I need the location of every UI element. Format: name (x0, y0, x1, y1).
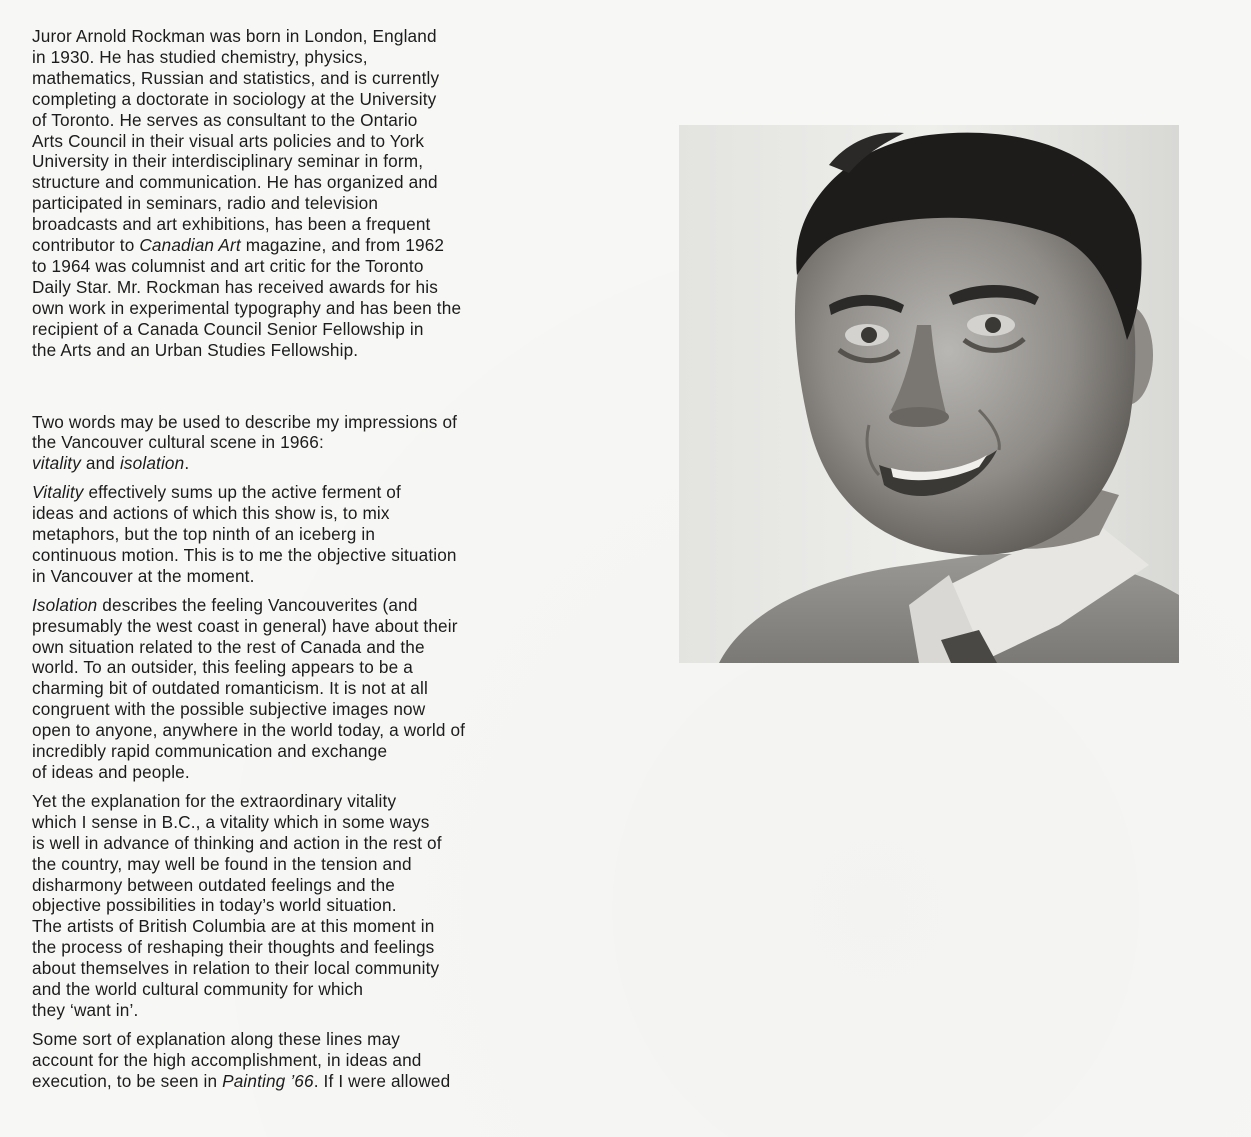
magazine-title: Canadian Art (139, 235, 241, 256)
keyword-isolation: isolation (119, 453, 185, 474)
isolation-paragraph (32, 595, 542, 783)
bio-text: Juror Arnold Rockman was born in London, England in 1930. He has studied chemistry, physics, mathematics, Russian and statistics, and is currently completing a doctorate in sociology at the University of Toronto. He serves as consultant to the Ontario Arts Council in their visual arts policies and to York University in their interdisciplinary seminar in form, structure and communication. He has organized and participated in seminars, radio and television broadcasts and art exhibitions, has been a frequent contributor to (32, 26, 440, 256)
intro-text: Two words may be used to describe my impressions of the Vancouver cultural scene in 1966: (32, 411, 458, 453)
keyword-vitality: vitality (32, 453, 81, 474)
vitality-paragraph (32, 482, 542, 587)
bio-text-2: magazine, and from 1962 to 1964 was columnist and art critic for the Toronto Daily Star. Mr. Rockman has received awards for his own work in experimental typography and has been the recipient of a Canada Council Senior Fellowship in the Arts and an Urban Studies Fellowship. (32, 235, 462, 360)
explanation-text: Yet the explanation for the extraordinary vitality which I sense in B.C., a vitality which in some ways is well in advance of thinking and action in the rest of the country, may well be found in the tension and disharmony between outdated feelings and the objective possibilities in today’s world situation. The artists of British Columbia are at this moment in the process of reshaping their thoughts and feelings about themselves in relation to their local community and the world cultural community for which they ‘want in’. (32, 790, 442, 1020)
explanation-paragraph (32, 791, 542, 1021)
juror-portrait-photo (679, 125, 1179, 663)
vitality-lead: Vitality (32, 482, 84, 503)
text-column (32, 26, 542, 1092)
closing-paragraph (32, 1029, 542, 1092)
isolation-lead: Isolation (32, 594, 98, 615)
closing-end: . If I were allowed (313, 1070, 451, 1091)
intro-and: and (80, 453, 120, 474)
intro-paragraph (32, 412, 542, 475)
closing-text: Some sort of explanation along these lines may account for the high accomplishment, in ideas and execution, to be seen in (32, 1028, 422, 1091)
isolation-text: describes the feeling Vancouverites (and presumably the west coast in general) have about their own situation related to the rest of Canada and the world. To an outsider, this feeling appears to be a charming bit of outdated romanticism. It is not at all congruent with the possible subjective images now open to anyone, anywhere in the world today, a world of incredibly rapid communication and exchange of ideas and people. (32, 594, 466, 782)
exhibition-title: Painting ’66 (222, 1070, 314, 1091)
juror-biography (32, 26, 542, 361)
portrait-illustration (679, 125, 1179, 663)
vitality-text: effectively sums up the active ferment of ideas and actions of which this show is, to mix metaphors, but the top ninth of an iceberg in continuous motion. This is to me the objective situation in Vancouver at the moment. (32, 482, 457, 586)
intro-end: . (184, 453, 190, 474)
